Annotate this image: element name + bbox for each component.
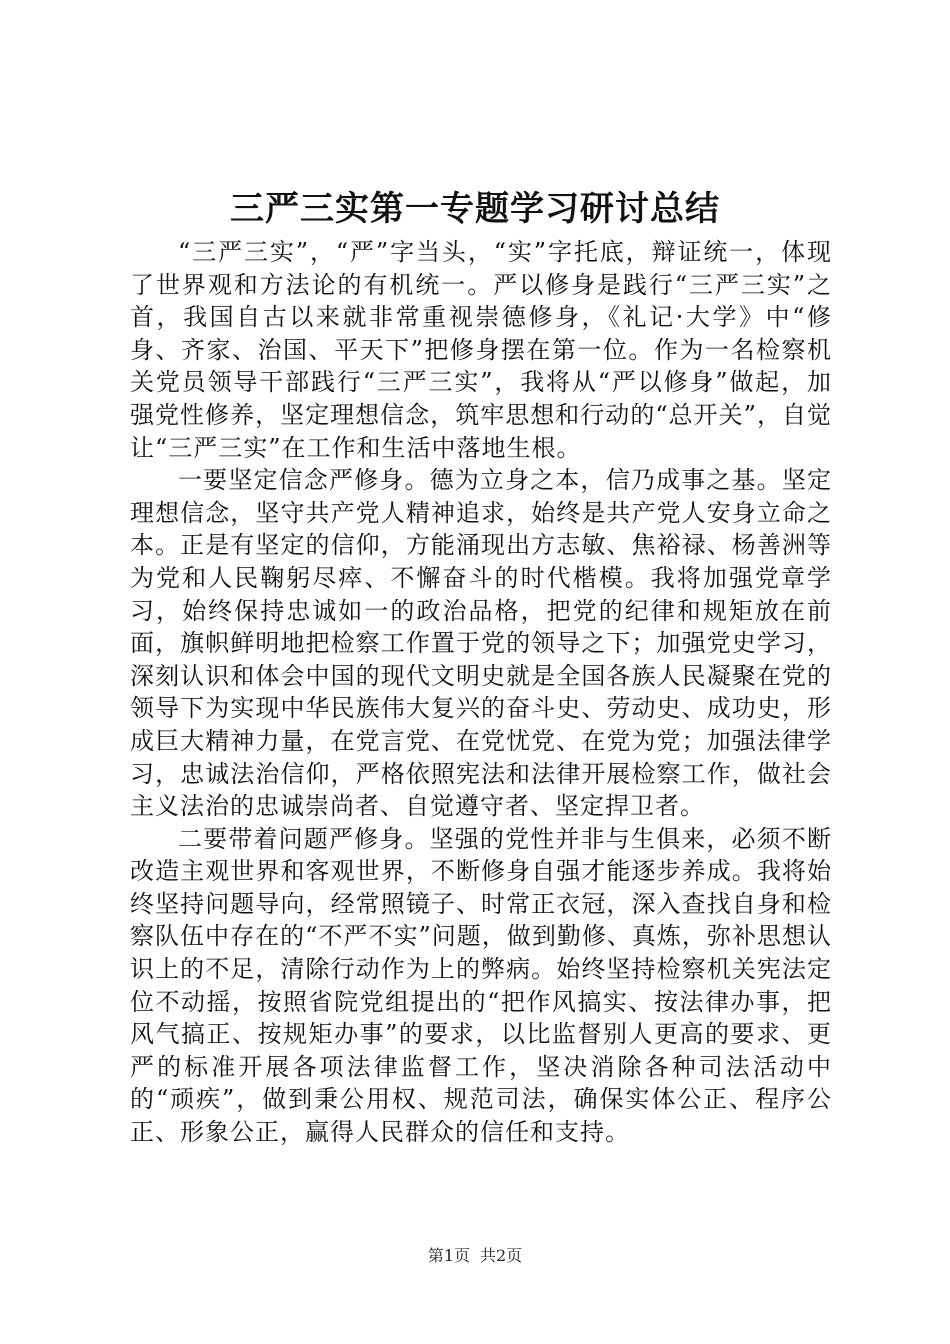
document-title: 三严三实第一专题学习研讨总结 bbox=[230, 189, 720, 229]
document-body bbox=[130, 236, 832, 1149]
page-number: 第1页 bbox=[427, 1246, 470, 1265]
page-total: 共2页 bbox=[480, 1246, 523, 1265]
page-footer bbox=[0, 1245, 950, 1267]
paragraph-second-point: 二要带着问题严修身。坚强的党性并非与生俱来，必须不断改造主观世界和客观世界，不断修身自强才能逐步养成。我将始终坚持问题导向，经常照镜子、时常正衣冠，深入查找自身和检察队伍中存在的“不严不实”问题，做到勤修、真炼，弥补思想认识上的不足，清除行动作为上的弊病。始终坚持检察机关宪法定位不动摇，按照省院党组提出的“把作风搞实、按法律办事，把风气搞正、按规矩办事”的要求，以比监督别人更高的要求、更严的标准开展各项法律监督工作，坚决消除各种司法活动中的“顽疾”，做到秉公用权、规范司法，确保实体公正、程序公正、形象公正，赢得人民群众的信任和支持。 bbox=[130, 824, 832, 1147]
paragraph-first-point: 一要坚定信念严修身。德为立身之本，信乃成事之基。坚定理想信念，坚守共产党人精神追求，始终是共产党人安身立命之本。正是有坚定的信仰，方能涌现出方志敏、焦裕禄、杨善洲等为党和人民鞠躬尽瘁、不懈奋斗的时代楷模。我将加强党章学习，始终保持忠诚如一的政治品格，把党的纪律和规矩放在前面，旗帜鲜明地把检察工作置于党的领导之下；加强党史学习，深刻认识和体会中国的现代文明史就是全国各族人民凝聚在党的领导下为实现中华民族伟大复兴的奋斗史、劳动史、成功史，形成巨大精神力量，在党言党、在党忧党、在党为党；加强法律学习，忠诚法治信仰，严格依照宪法和法律开展检察工作，做社会主义法治的忠诚崇尚者、自觉遵守者、坚定捍卫者。 bbox=[130, 466, 832, 821]
paragraph-intro: “三严三实”，“严”字当头，“实”字托底，辩证统一，体现了世界观和方法论的有机统一。严以修身是践行“三严三实”之首，我国自古以来就非常重视崇德修身，《礼记·大学》中“修身、齐家、治国、平天下”把修身摆在第一位。作为一名检察机关党员领导干部践行“三严三实”，我将从“严以修身”做起，加强党性修养，坚定理想信念，筑牢思想和行动的“总开关”，自觉让“三严三实”在工作和生活中落地生根。 bbox=[130, 238, 832, 462]
